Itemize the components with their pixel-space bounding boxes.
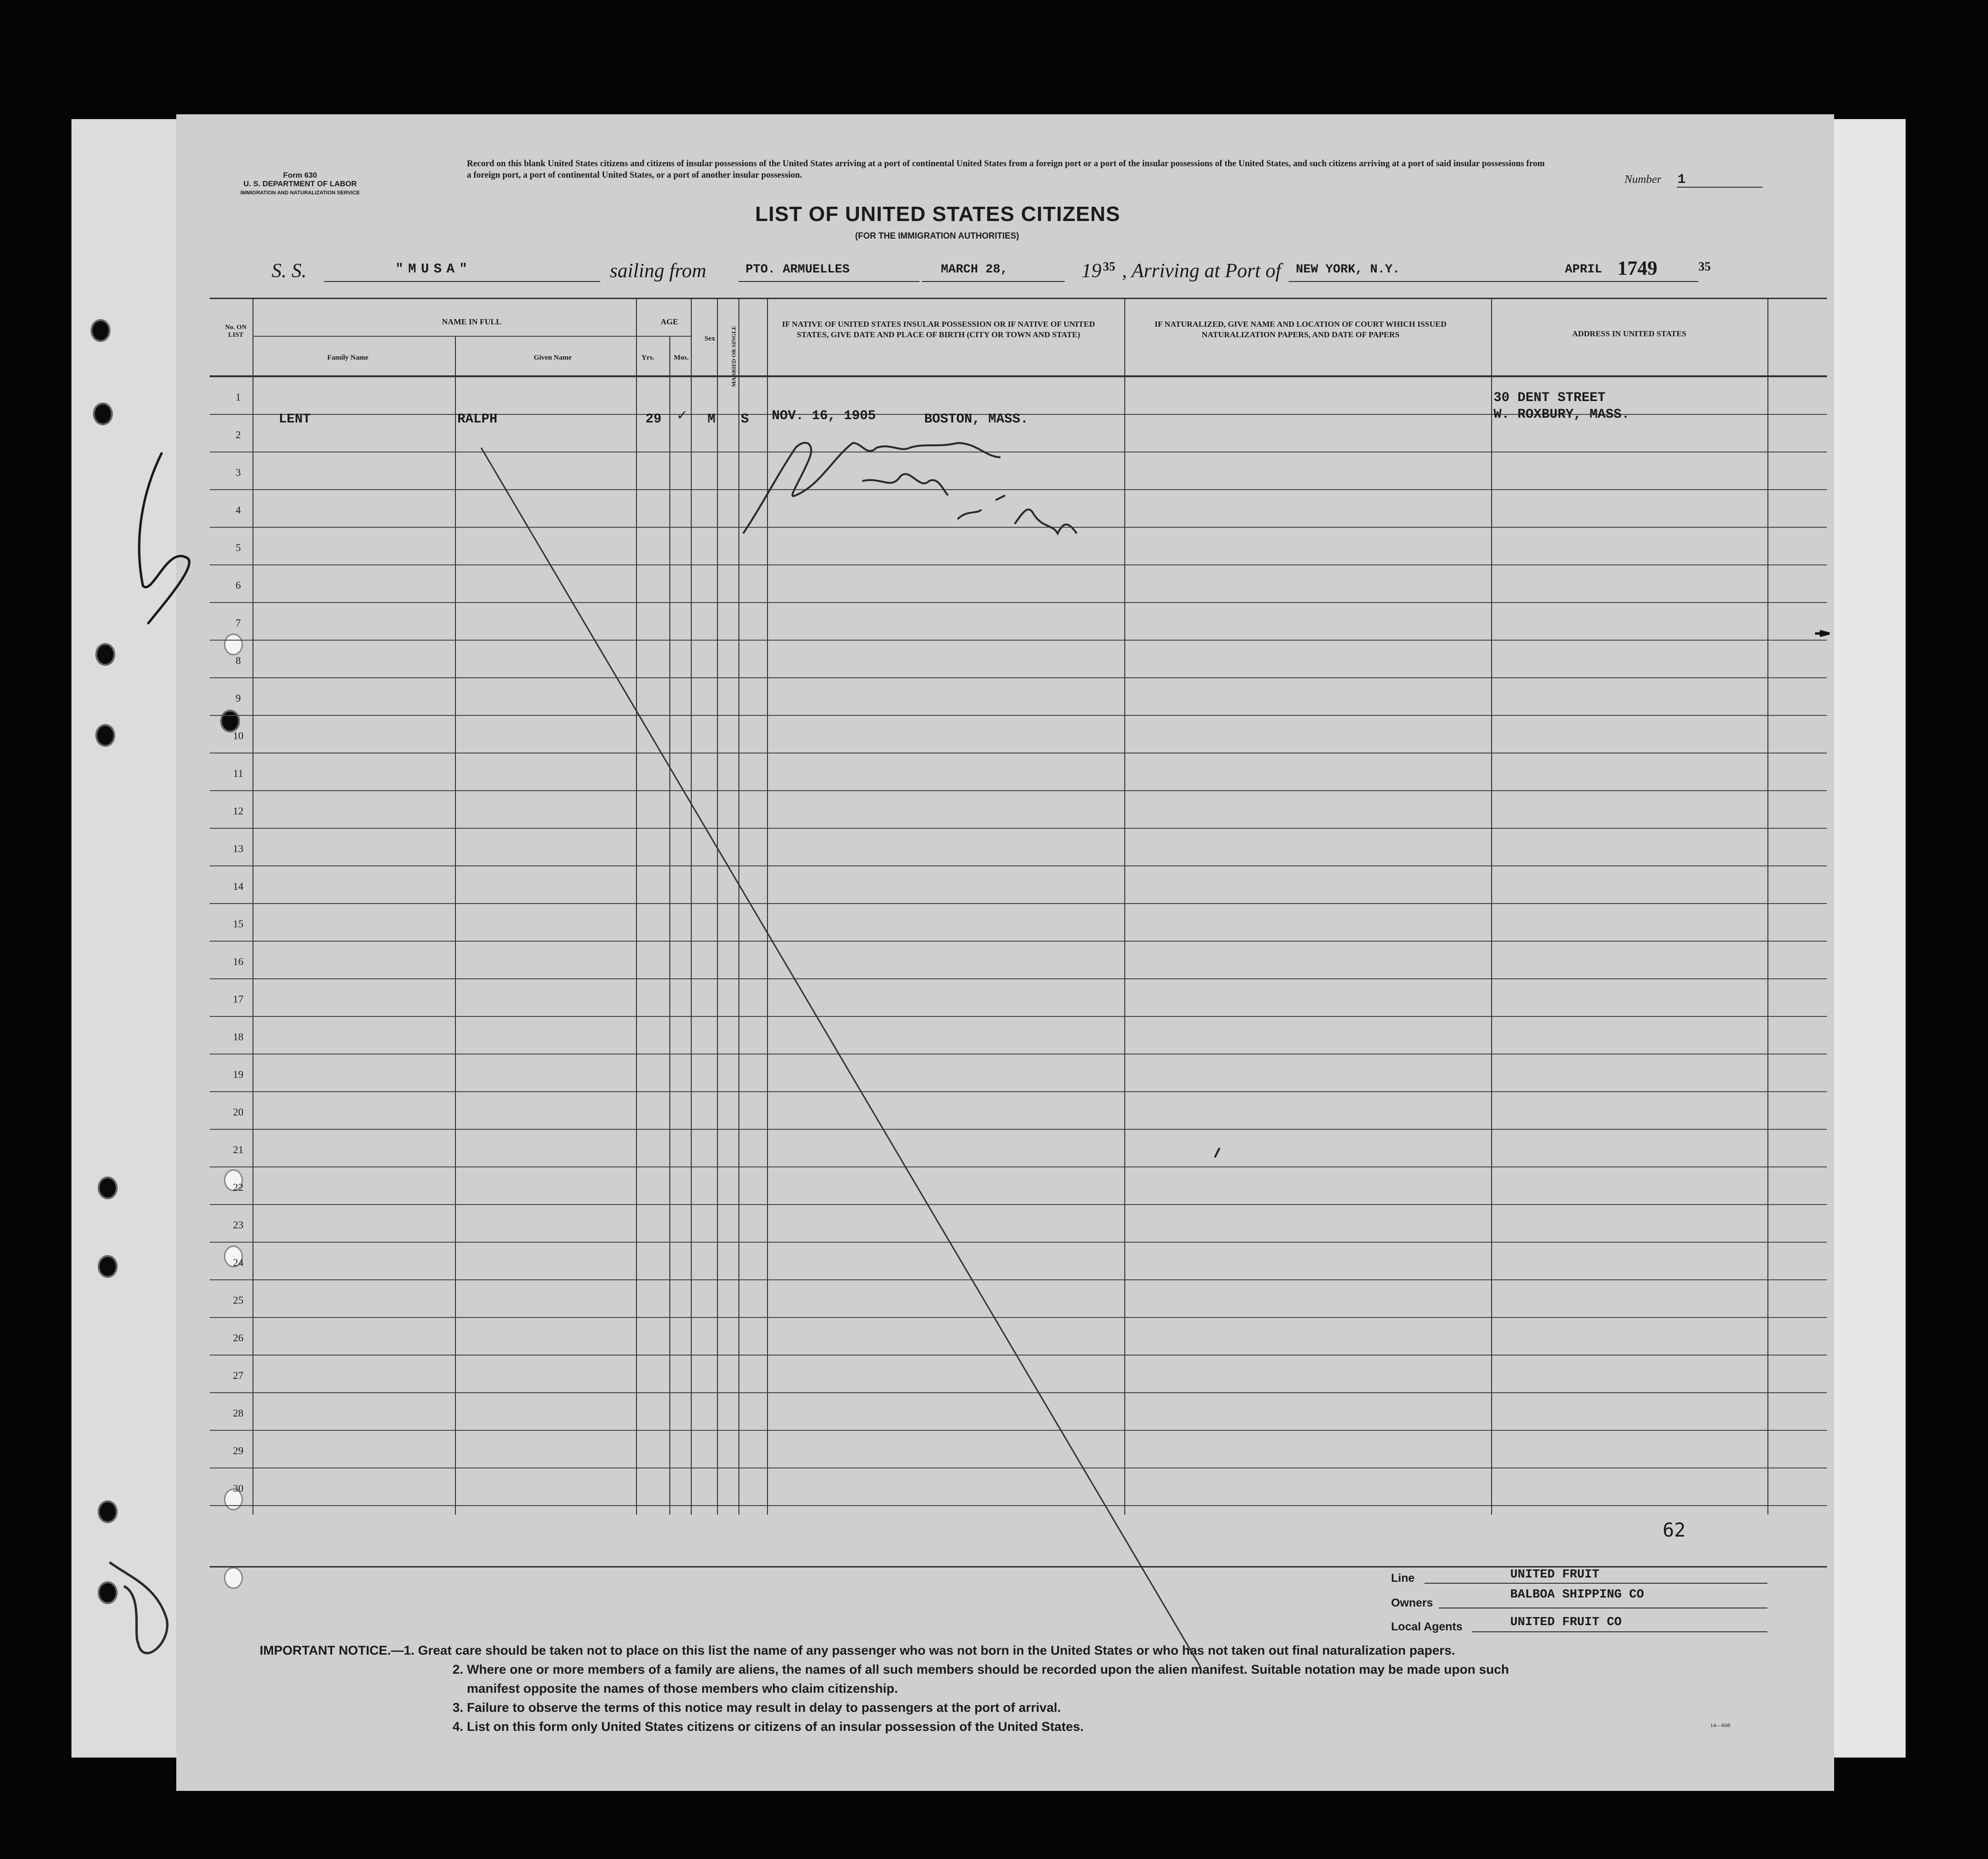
number-value: 1 — [1677, 172, 1686, 187]
row-number: 16 — [233, 955, 243, 967]
row-number: 29 — [233, 1445, 243, 1457]
binder-string — [71, 119, 224, 1758]
manifest-sheet — [176, 114, 1834, 1791]
row-number: 9 — [235, 692, 241, 704]
ship-name: "MUSA" — [395, 262, 472, 277]
row-number: 15 — [233, 918, 243, 930]
row-number: 8 — [235, 654, 241, 666]
document-subtitle: (FOR THE IMMIGRATION AUTHORITIES) — [855, 231, 1019, 241]
row-number: 2 — [235, 429, 241, 441]
notice-item-2b: manifest opposite the names of those members who claim citizenship. — [467, 1681, 898, 1696]
owners-value: BALBOA SHIPPING CO — [1510, 1587, 1644, 1601]
sex-cell: M — [707, 412, 716, 427]
header-mos: Mos. — [674, 354, 689, 362]
row-number: 20 — [233, 1106, 243, 1118]
row-number: 27 — [233, 1369, 243, 1381]
header-given-name: Given Name — [534, 354, 572, 362]
marital-status-cell: S — [741, 412, 749, 427]
header-family-name: Family Name — [327, 354, 369, 362]
notice-heading: IMPORTANT NOTICE.—1. — [260, 1643, 415, 1658]
row-number: 17 — [233, 993, 243, 1005]
arrival-day: 1749 — [1617, 258, 1657, 280]
agents-label: Local Agents — [1391, 1620, 1463, 1633]
notice-item-2a: 2. Where one or more members of a family are aliens, the names of all such members should be recorded upon the alien manifest. Suitable notation may be made upon such — [453, 1662, 1509, 1677]
agents-value: UNITED FRUIT CO — [1510, 1615, 1622, 1629]
margin-arrow — [1815, 631, 1829, 636]
birth-date-cell: NOV. 16, 1905 — [772, 409, 876, 423]
family-name-cell: LENT — [279, 412, 311, 427]
document-title: LIST OF UNITED STATES CITIZENS — [755, 202, 1120, 226]
form-number: Form 630 — [283, 171, 317, 180]
stray-mark — [1215, 1148, 1220, 1157]
header-name-in-full: NAME IN FULL — [442, 317, 502, 326]
row-number: 3 — [235, 466, 241, 478]
notice-item-3: 3. Failure to observe the terms of this notice may result in delay to passengers at the port of arrival. — [453, 1700, 1061, 1715]
header-yrs: Yrs. — [641, 354, 655, 362]
row-number: 5 — [235, 542, 241, 553]
year-suffix: 35 — [1103, 260, 1115, 273]
age-months-cell: ✓ — [676, 407, 688, 423]
owners-label: Owners — [1391, 1597, 1433, 1609]
row-number: 1 — [235, 391, 241, 403]
row-number: 18 — [233, 1031, 243, 1043]
cancellation-line — [481, 448, 1201, 1667]
row-number: 28 — [233, 1407, 243, 1419]
arrival-port: NEW YORK, N.Y. — [1296, 262, 1400, 276]
line-value: UNITED FRUIT — [1510, 1567, 1600, 1581]
row-number: 19 — [233, 1068, 243, 1080]
row-number: 26 — [233, 1332, 243, 1344]
row-number: 25 — [233, 1294, 243, 1306]
arriving-label: , Arriving at Port of — [1122, 260, 1282, 282]
row-number: 13 — [233, 843, 243, 854]
row-number: 22 — [233, 1181, 243, 1193]
row-number: 6 — [235, 579, 241, 591]
row-number: 14 — [233, 880, 243, 892]
header-naturalized: IF NATURALIZED, GIVE NAME AND LOCATION OF COURT WHICH ISSUED NATURALIZATION PAPERS, AND DATE OF PAPERS — [1154, 320, 1447, 339]
header-no-on-list: No. ON LIST — [225, 324, 247, 339]
row-number: 23 — [233, 1219, 243, 1231]
notice-text-1: Great care should be taken not to place on this list the name of any passenger who was not born in the United States or who has not taken out final naturalization papers. — [418, 1643, 1455, 1658]
row-number: 4 — [235, 504, 241, 516]
birth-place-cell: BOSTON, MASS. — [924, 412, 1029, 427]
handwriting-overlay — [176, 114, 1834, 1791]
page-mark: 62 — [1663, 1519, 1686, 1541]
underlying-page-right — [1825, 119, 1906, 1758]
age-years-cell: 29 — [646, 412, 662, 427]
row-number: 24 — [233, 1256, 243, 1268]
line-label: Line — [1391, 1572, 1415, 1585]
given-name-cell: RALPH — [457, 412, 498, 427]
row-number: 10 — [233, 730, 243, 742]
signature-scrawl — [743, 443, 1000, 533]
number-label: Number — [1625, 173, 1662, 186]
arrival-year-suffix: 35 — [1698, 260, 1711, 273]
row-number: 11 — [233, 767, 243, 779]
record-instructions: Record on this blank United States citizens and citizens of insular possessions of the United States arriving at a port of continental United States from a foreign port or a port of the insular possessions of the United States, and such citizens arriving at a port of said insular possessions from a foreign port, a port of continental United States, or a port of another insular possession. — [467, 159, 1545, 180]
row-number: 30 — [233, 1482, 243, 1494]
initials-scrawl — [862, 474, 948, 495]
department-name: U. S. DEPARTMENT OF LABOR — [243, 180, 357, 188]
year-prefix: 19 — [1081, 260, 1101, 282]
header-sex: Sex — [704, 335, 716, 342]
arrival-month: APRIL — [1565, 262, 1603, 276]
notice-item-4: 4. List on this form only United States citizens or citizens of an insular possession of the United States. — [453, 1719, 1084, 1734]
departure-date: MARCH 28, — [941, 262, 1008, 276]
ss-label: S. S. — [272, 260, 307, 282]
service-name: IMMIGRATION AND NATURALIZATION SERVICE — [240, 190, 360, 196]
header-native-birth: IF NATIVE OF UNITED STATES INSULAR POSSESSION OR IF NATIVE OF UNITED STATES, GIVE DATE AND PLACE OF BIRTH (CITY OR TOWN AND STATE) — [782, 320, 1095, 339]
row-number: 7 — [235, 617, 241, 629]
row-number: 12 — [233, 805, 243, 817]
address-line-1: 30 DENT STREET — [1494, 391, 1606, 405]
header-married-or-single: MARRIED OR SINGLE — [730, 326, 737, 387]
sailing-label: sailing from — [610, 260, 706, 282]
address-line-2: W. ROXBURY, MASS. — [1494, 407, 1630, 422]
time-scrawl — [958, 495, 1077, 533]
sailing-port: PTO. ARMUELLES — [746, 262, 850, 276]
header-address: ADDRESS IN UNITED STATES — [1572, 329, 1686, 338]
print-code: 14—608 — [1710, 1722, 1730, 1728]
row-number: 21 — [233, 1144, 243, 1156]
header-age: AGE — [660, 317, 678, 326]
